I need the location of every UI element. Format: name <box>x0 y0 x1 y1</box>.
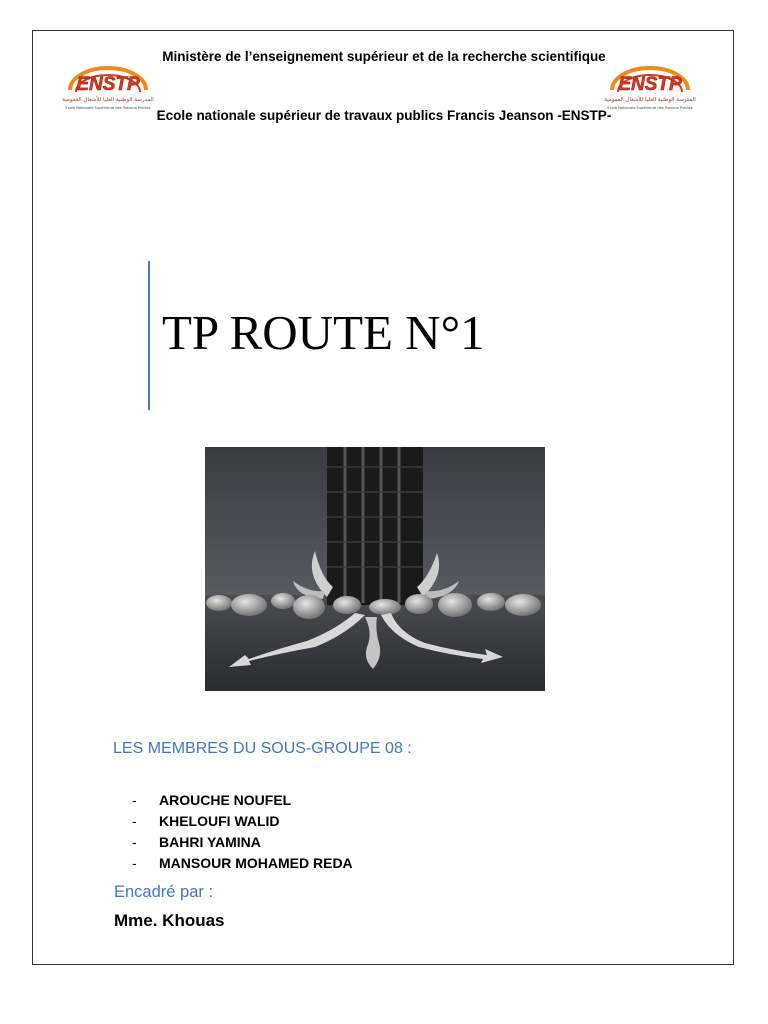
list-bullet: - <box>132 834 137 850</box>
list-bullet: - <box>132 813 137 829</box>
list-item <box>132 790 353 811</box>
list-bullet: - <box>132 855 137 871</box>
document-title: TP ROUTE N°1 <box>162 305 485 360</box>
member-name: BAHRI YAMINA <box>159 834 261 850</box>
logo-caption: Ecole Nationale Supérieure des Travaux Publics <box>65 106 151 110</box>
list-bullet: - <box>132 792 137 808</box>
list-item <box>132 832 353 853</box>
member-name: KHELOUFI WALID <box>159 813 280 829</box>
list-item <box>132 811 353 832</box>
logo-wordmark: ENSTP <box>618 74 682 95</box>
school-heading: Ecole nationale supérieur de travaux publics Francis Jeanson -ENSTP- <box>156 108 612 123</box>
enstp-logo-left <box>62 60 154 118</box>
supervisor-name: Mme. Khouas <box>114 911 225 930</box>
title-accent-rule <box>148 261 150 410</box>
logo-arabic-line: المدرسة الوطنية العليا للأشغال العمومية <box>604 97 696 103</box>
list-item <box>132 853 353 874</box>
ministry-heading: Ministère de l’enseignement supérieur et de la recherche scientifique <box>162 49 606 64</box>
member-list <box>132 790 353 874</box>
logo-caption: Ecole Nationale Supérieure des Travaux Publics <box>607 106 693 110</box>
members-heading: LES MEMBRES DU SOUS-GROUPE 08 : <box>113 740 412 757</box>
tire-hydroplaning-illustration <box>205 447 545 691</box>
supervisor-label: Encadré par : <box>114 883 214 901</box>
logo-arabic-line: المدرسة الوطنية العليا للأشغال العمومية <box>62 97 154 103</box>
member-name: MANSOUR MOHAMED REDA <box>159 855 353 871</box>
member-name: AROUCHE NOUFEL <box>159 792 292 808</box>
logo-wordmark: ENSTP <box>76 74 140 95</box>
